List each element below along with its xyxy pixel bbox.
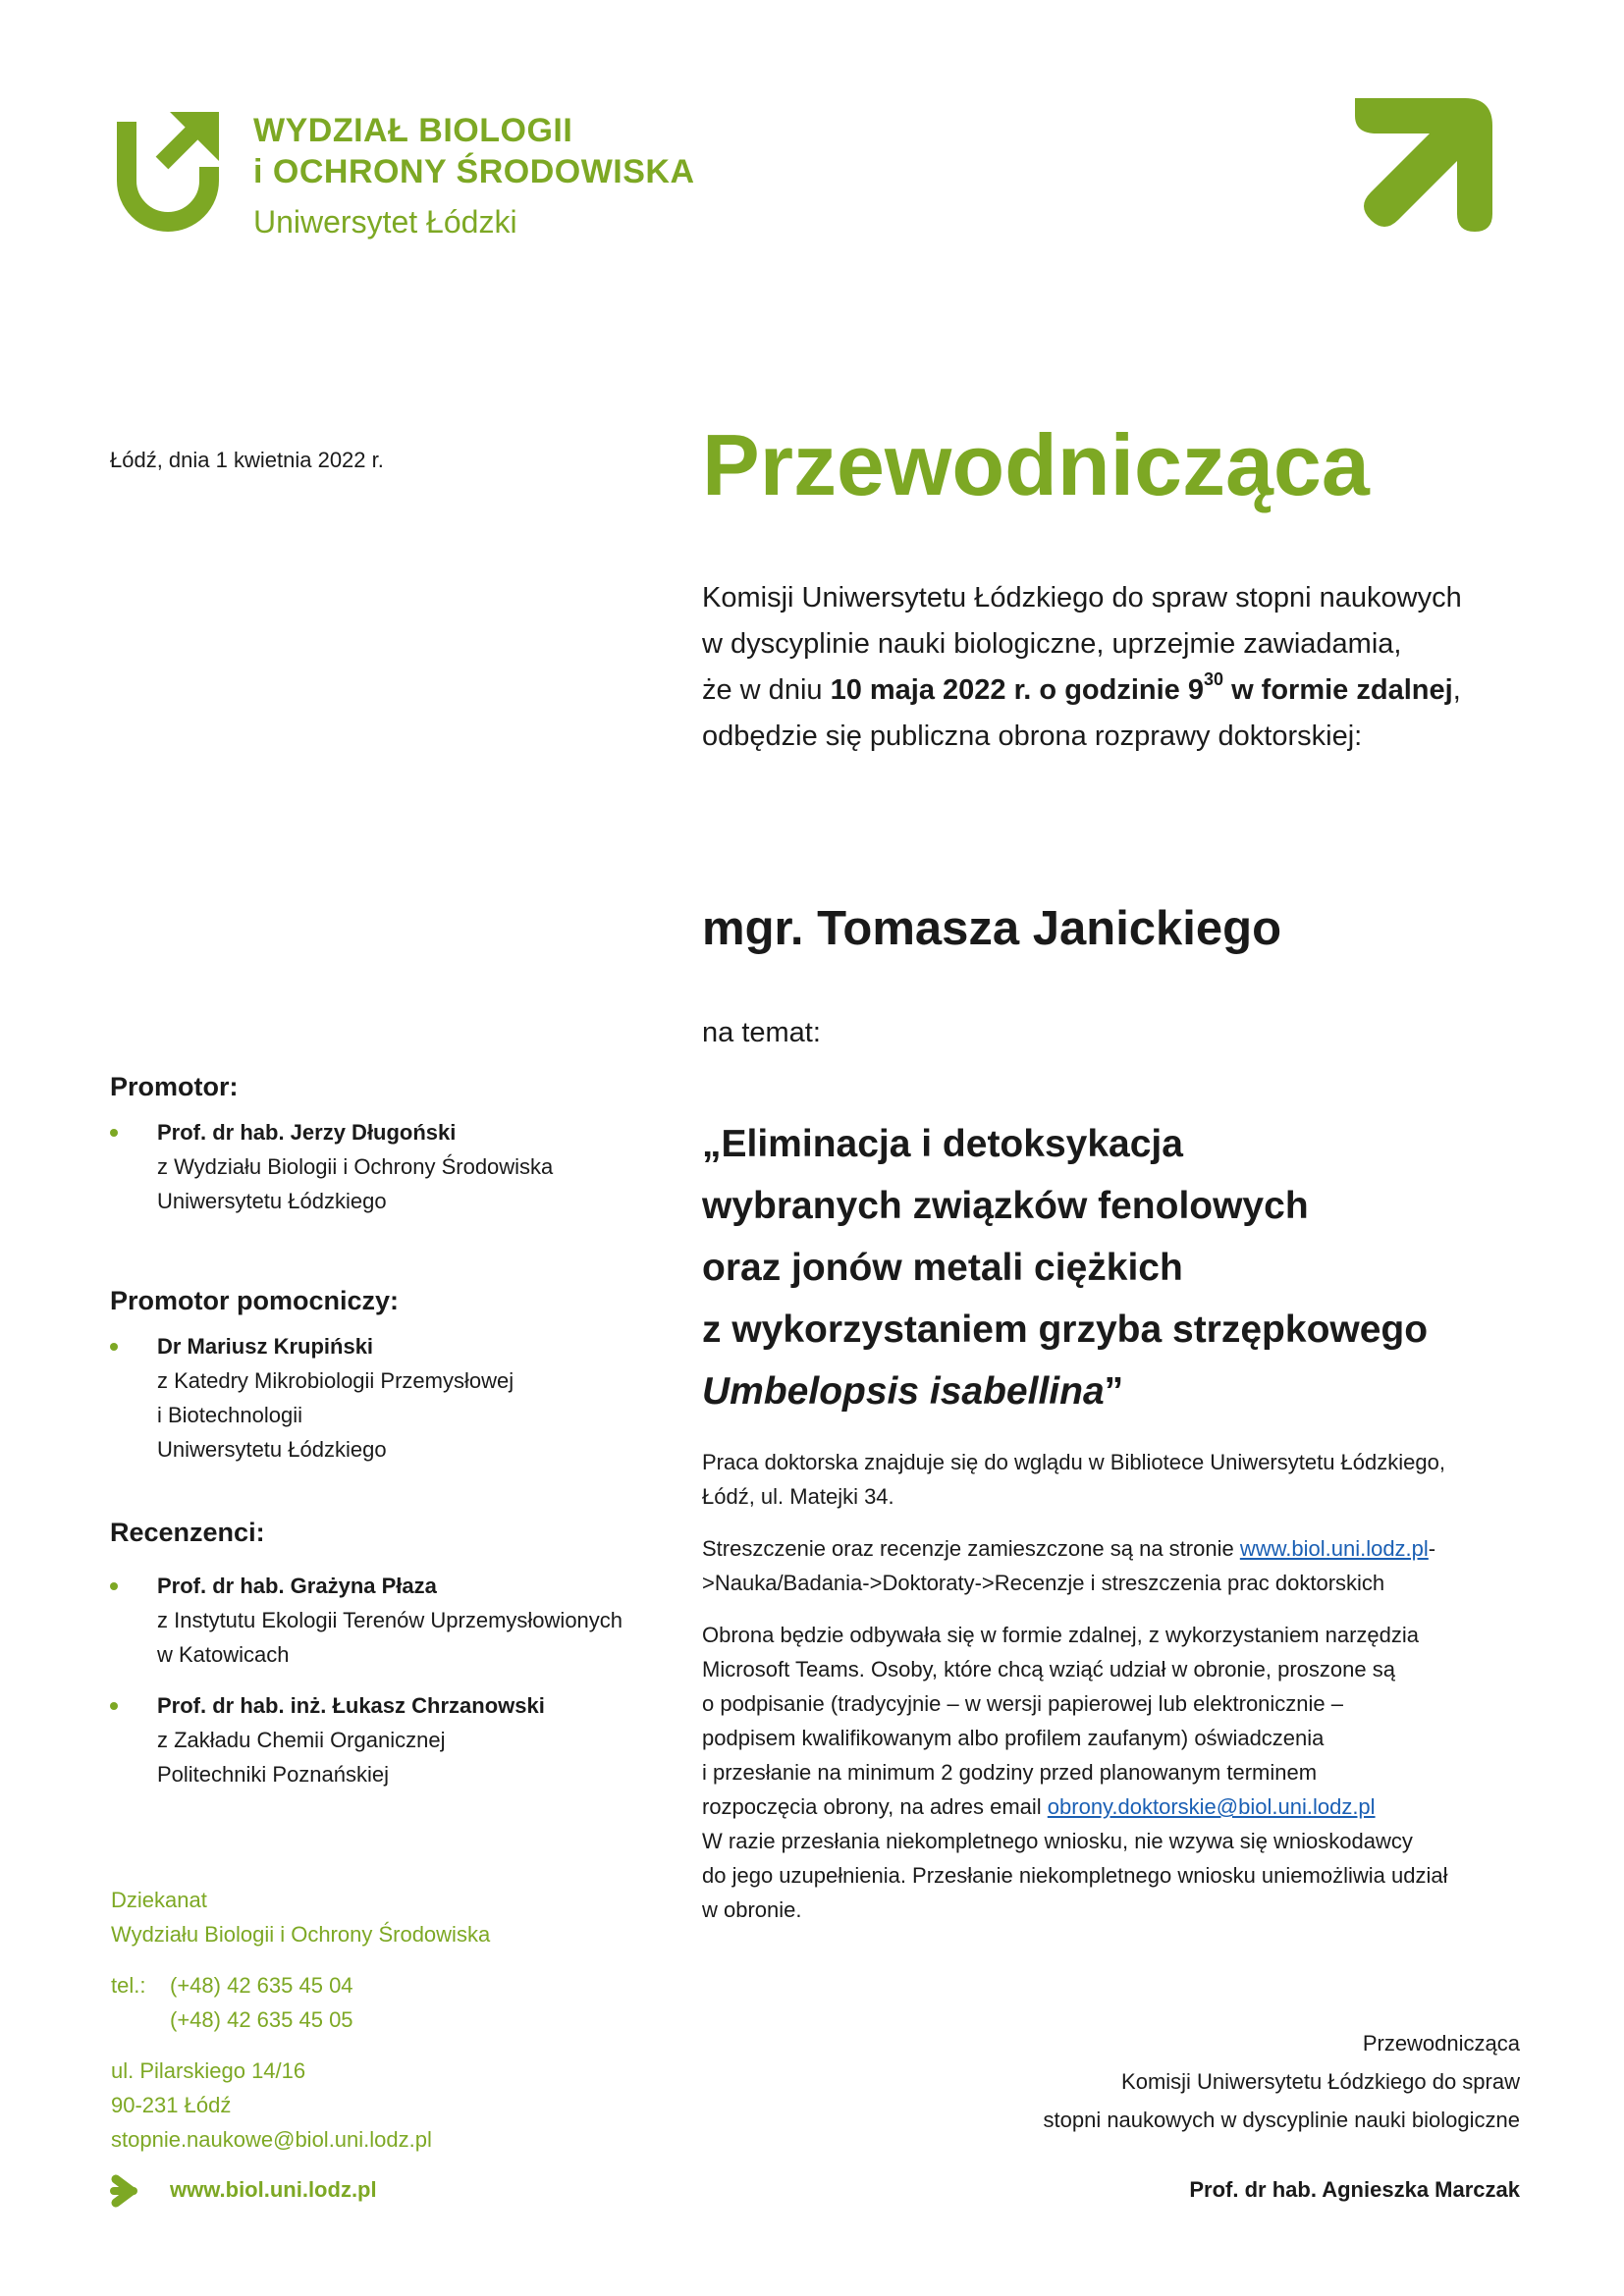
- topic-label: na temat:: [702, 1017, 821, 1048]
- page-title: Przewodnicząca: [702, 416, 1370, 513]
- remote-defense-line: Microsoft Teams. Osoby, które chcą wziąć udział w obronie, proszone są: [702, 1657, 1395, 1682]
- footer-website-link[interactable]: www.biol.uni.lodz.pl: [170, 2177, 377, 2202]
- intro-line-1: Komisji Uniwersytetu Łódzkiego do spraw stopni naukowych: [702, 582, 1462, 614]
- library-info-line-2: Łódź, ul. Matejki 34.: [702, 1484, 894, 1509]
- remote-defense-line: Obrona będzie odbywała się w formie zdalnej, z wykorzystaniem narzędzia: [702, 1623, 1420, 1647]
- intro-line-3-post: ,: [1452, 674, 1461, 706]
- assistant-affiliation-2: i Biotechnologii: [157, 1403, 302, 1427]
- signer-name: Prof. dr hab. Agnieszka Marczak: [1189, 2177, 1520, 2202]
- reviewer-1-entry: [157, 1569, 623, 1672]
- defense-datetime: 10 maja 2022 r. o godzinie 9: [830, 674, 1204, 706]
- faculty-website-link[interactable]: www.biol.uni.lodz.pl: [1239, 1536, 1429, 1561]
- intro-line-2: w dyscyplinie nauki biologiczne, uprzejmie zawiadamia,: [702, 628, 1402, 660]
- signature-line-3: stopni naukowych w dyscyplinie nauki biologiczne: [1043, 2108, 1520, 2132]
- footer-tel-label: tel.:: [111, 1973, 146, 1998]
- footer-arrow-icon: [110, 2173, 145, 2209]
- reviewer-2-affiliation-1: z Zakładu Chemii Organicznej: [157, 1728, 446, 1752]
- assistant-affiliation-1: z Katedry Mikrobiologii Przemysłowej: [157, 1368, 514, 1393]
- assistant-entry: [157, 1329, 514, 1467]
- corner-arrow-icon: [1355, 98, 1492, 232]
- footer-city: 90-231 Łódź: [111, 2093, 232, 2117]
- footer-email[interactable]: stopnie.naukowe@biol.uni.lodz.pl: [111, 2127, 432, 2152]
- candidate-name: mgr. Tomasza Janickiego: [702, 902, 1282, 955]
- footer-street: ul. Pilarskiego 14/16: [111, 2058, 306, 2083]
- remote-defense-line: W razie przesłania niekompletnego wniosku, nie wzywa się wnioskodawcy: [702, 1829, 1413, 1853]
- intro-line-3-pre: że w dniu: [702, 674, 831, 706]
- defense-time-minutes: 30: [1203, 669, 1224, 689]
- remote-defense-line: podpisem kwalifikowanym albo profilem zaufanym) oświadczenia: [702, 1726, 1325, 1750]
- library-info-line-1: Praca doktorska znajduje się do wglądu w Bibliotece Uniwersytetu Łódzkiego,: [702, 1450, 1445, 1474]
- abstract-info-dash: -: [1428, 1536, 1436, 1561]
- thesis-line-4: z wykorzystaniem grzyba strzępkowego: [702, 1308, 1429, 1351]
- signature-line-2: Komisji Uniwersytetu Łódzkiego do spraw: [1121, 2069, 1520, 2094]
- faculty-name: [253, 110, 695, 192]
- signature-role: Przewodnicząca: [1362, 2031, 1520, 2056]
- reviewer-1-affiliation-2: w Katowicach: [157, 1642, 290, 1667]
- assistant-heading: Promotor pomocniczy:: [110, 1286, 400, 1315]
- remote-defense-line: w obronie.: [702, 1897, 802, 1922]
- footer-office: [111, 1883, 490, 1951]
- promotor-name: Prof. dr hab. Jerzy Długoński: [157, 1120, 457, 1145]
- thesis-title: [702, 1113, 1566, 1422]
- defense-email-link[interactable]: obrony.doktorskie@biol.uni.lodz.pl: [1047, 1794, 1376, 1819]
- university-name: Uniwersytet Łódzki: [253, 204, 517, 240]
- abstract-info-path: >Nauka/Badania->Doktoraty->Recenzje i streszczenia prac doktorskich: [702, 1571, 1385, 1595]
- reviewer-2-entry: [157, 1688, 545, 1791]
- reviewer-2-affiliation-2: Politechniki Poznańskiej: [157, 1762, 390, 1787]
- abstract-info-pre: Streszczenie oraz recenzje zamieszczone są na stronie: [702, 1536, 1240, 1561]
- bullet-icon: [110, 1702, 118, 1710]
- email-pre: rozpoczęcia obrony, na adres email: [702, 1794, 1048, 1819]
- thesis-line-1: „Eliminacja i detoksykacja: [702, 1123, 1183, 1165]
- footer-phones: [111, 1968, 353, 2037]
- footer-office-line-2: Wydziału Biologii i Ochrony Środowiska: [111, 1922, 491, 1947]
- thesis-species: Umbelopsis isabellina: [702, 1370, 1105, 1413]
- reviewer-2-name: Prof. dr hab. inż. Łukasz Chrzanowski: [157, 1693, 545, 1718]
- promotor-entry: [157, 1115, 553, 1218]
- reviewer-1-name: Prof. dr hab. Grażyna Płaza: [157, 1574, 437, 1598]
- thesis-closing-quote: ”: [1104, 1370, 1124, 1413]
- logo-u-arrow-icon: [113, 108, 223, 238]
- bullet-icon: [110, 1129, 118, 1137]
- assistant-name: Dr Mariusz Krupiński: [157, 1334, 374, 1359]
- bullet-icon: [110, 1343, 118, 1351]
- abstract-info-paragraph: [702, 1531, 1527, 1600]
- intro-line-3: [702, 667, 1546, 714]
- remote-defense-line: do jego uzupełnienia. Przesłanie niekompletnego wniosku uniemożliwia udział: [702, 1863, 1448, 1888]
- remote-defense-paragraph: [702, 1618, 1527, 1927]
- remote-defense-line: i przesłanie na minimum 2 godziny przed planowanym terminem: [702, 1760, 1318, 1785]
- signature-block: [1044, 2024, 1521, 2209]
- library-info-paragraph: [702, 1445, 1527, 1514]
- promotor-heading: Promotor:: [110, 1072, 239, 1101]
- reviewer-1-affiliation-1: z Instytutu Ekologii Terenów Uprzemysłowionych: [157, 1608, 623, 1632]
- thesis-line-3: oraz jonów metali ciężkich: [702, 1247, 1183, 1289]
- faculty-line-2: i OCHRONY ŚRODOWISKA: [253, 153, 695, 190]
- reviewers-heading: Recenzenci:: [110, 1518, 265, 1547]
- remote-defense-line: o podpisanie (tradycyjnie – w wersji papierowej lub elektronicznie –: [702, 1691, 1344, 1716]
- document-date: Łódź, dnia 1 kwietnia 2022 r.: [110, 448, 384, 472]
- footer-office-line-1: Dziekanat: [111, 1888, 207, 1912]
- assistant-affiliation-3: Uniwersytetu Łódzkiego: [157, 1437, 387, 1462]
- footer-tel-2: (+48) 42 635 45 05: [170, 2007, 353, 2032]
- thesis-line-2: wybranych związków fenolowych: [702, 1185, 1309, 1227]
- promotor-affiliation-1: z Wydziału Biologii i Ochrony Środowiska: [157, 1154, 554, 1179]
- faculty-line-1: WYDZIAŁ BIOLOGII: [253, 112, 573, 149]
- thesis-line-5: [702, 1361, 1566, 1422]
- announcement-intro: [702, 575, 1546, 760]
- promotor-affiliation-2: Uniwersytetu Łódzkiego: [157, 1189, 387, 1213]
- intro-line-4: odbędzie się publiczna obrona rozprawy doktorskiej:: [702, 721, 1363, 752]
- bullet-icon: [110, 1582, 118, 1590]
- footer-tel-1: (+48) 42 635 45 04: [170, 1973, 353, 1998]
- footer-address: [111, 2054, 432, 2157]
- defense-mode: w formie zdalnej: [1223, 674, 1453, 706]
